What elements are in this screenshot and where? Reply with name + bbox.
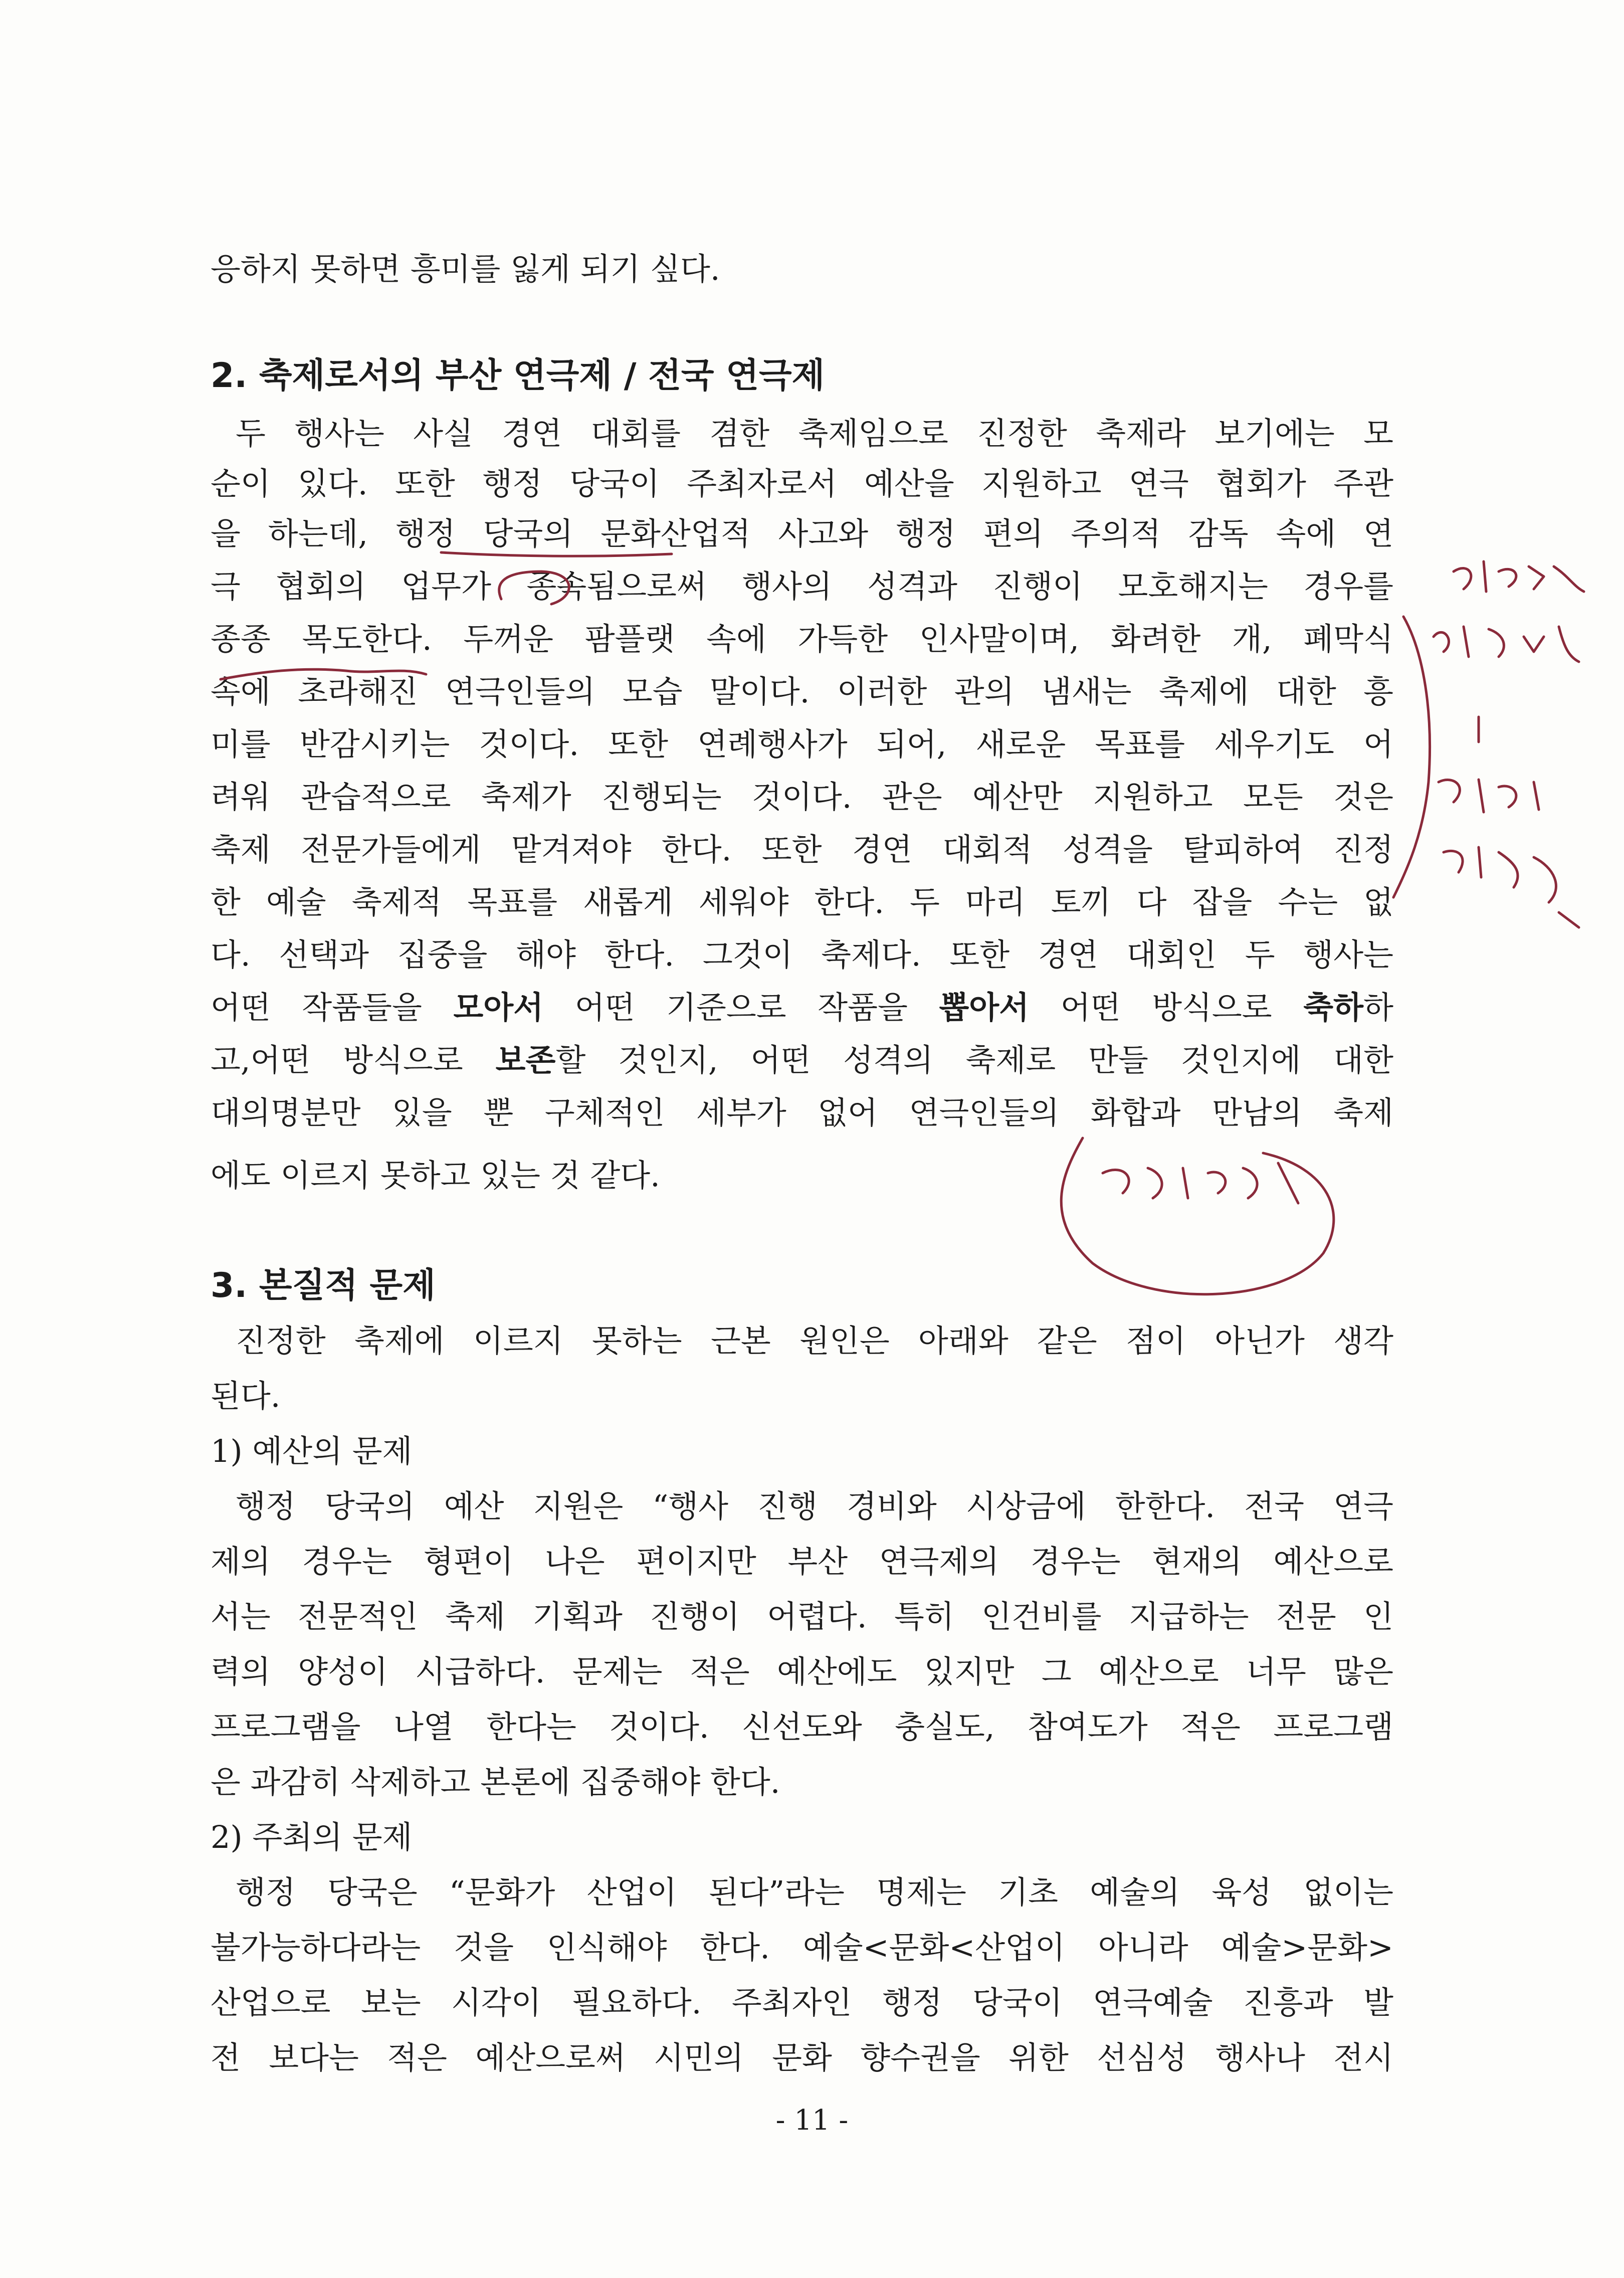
text-run: 고,어떤 방식으로 bbox=[211, 1042, 496, 1078]
bold-term-preserve: 보존 bbox=[495, 1042, 556, 1078]
section-2-line-12 bbox=[211, 983, 1393, 1033]
section-2-line-6: 속에 초라해진 연극인들의 모습 말이다. 이러한 관의 냄새는 축제에 대한 흥 bbox=[211, 673, 1393, 710]
margin-note-stroke bbox=[1439, 780, 1539, 812]
text-run: 어떤 방식으로 bbox=[1029, 989, 1304, 1026]
margin-note-stroke bbox=[1434, 627, 1579, 662]
bold-term-select: 뽑아서 bbox=[939, 989, 1030, 1026]
subsection-2-line-4: 전 보다는 적은 예산으로써 시민의 문화 향수권을 위한 선심성 행사나 전시 bbox=[211, 2039, 1393, 2076]
section-2-line-7: 미를 반감시키는 것이다. 또한 연례행사가 되어, 새로운 목표를 세우기도 어 bbox=[211, 726, 1393, 763]
page-number: - 11 - bbox=[775, 2104, 849, 2137]
section-2-line-4: 극 협회의 업무가 종속됨으로써 행사의 성격과 진행이 모호해지는 경우를 bbox=[211, 568, 1393, 605]
section-2-line-14: 대의명분만 있을 뿐 구체적인 세부가 없어 연극인들의 화합과 만남의 축제 bbox=[211, 1094, 1393, 1131]
section-3-intro-line-1: 진정한 축제에 이르지 못하는 근본 원인은 아래와 같은 점이 아닌가 생각 bbox=[236, 1322, 1393, 1359]
subsection-2-line-1: 행정 당국은 “문화가 산업이 된다”라는 명제는 기초 예술의 육성 없이는 bbox=[236, 1874, 1393, 1911]
subsection-1-line-4: 력의 양성이 시급하다. 문제는 적은 예산에도 있지만 그 예산으로 너무 많은 bbox=[211, 1653, 1393, 1690]
section-2-line-1: 두 행사는 사실 경연 대회를 겸한 축제임으로 진정한 축제라 보기에는 모 bbox=[236, 415, 1393, 452]
bold-term-celebrate: 축하 bbox=[1303, 989, 1364, 1026]
subsection-1-line-1: 행정 당국의 예산 지원은 “행사 진행 경비와 시상금에 한한다. 전국 연극 bbox=[236, 1488, 1393, 1525]
subsection-2-line-2: 불가능하다라는 것을 인식해야 한다. 예술<문화<산업이 아니라 예술>문화> bbox=[211, 1929, 1393, 1966]
section-3-heading: 3. 본질적 문제 bbox=[211, 1266, 436, 1305]
section-2-heading: 2. 축제로서의 부산 연극제 / 전국 연극제 bbox=[211, 356, 825, 396]
continued-line: 응하지 못하면 흥미를 잃게 되기 싶다. bbox=[211, 251, 720, 287]
text-run: 할 것인지, 어떤 성격의 축제로 만들 것인지에 대한 bbox=[555, 1042, 1393, 1078]
section-2-line-9: 축제 전문가들에게 맡겨져야 한다. 또한 경연 대회적 성격을 탈피하여 진정 bbox=[211, 831, 1393, 868]
section-2-line-2: 순이 있다. 또한 행정 당국이 주최자로서 예산을 지원하고 연극 협회가 주관 bbox=[211, 465, 1393, 502]
margin-note-stroke bbox=[1444, 847, 1579, 927]
text-run: 하 bbox=[1363, 989, 1393, 1026]
section-2-line-10: 한 예술 축제적 목표를 새롭게 세워야 한다. 두 마리 토끼 다 잡을 수는 없 bbox=[211, 884, 1393, 920]
subsection-1-line-5: 프로그램을 나열 한다는 것이다. 신선도와 충실도, 참여도가 적은 프로그램 bbox=[211, 1708, 1393, 1745]
subsection-1-line-3: 서는 전문적인 축제 기획과 진행이 어렵다. 특히 인건비를 지급하는 전문 인 bbox=[211, 1598, 1393, 1635]
subsection-1-line-6: 은 과감히 삭제하고 본론에 집중해야 한다. bbox=[211, 1764, 780, 1800]
section-2-line-3: 을 하는데, 행정 당국의 문화산업적 사고와 행정 편의 주의적 감독 속에 연 bbox=[211, 515, 1393, 552]
section-2-line-5: 종종 목도한다. 두꺼운 팜플랫 속에 가득한 인사말이며, 화려한 개, 폐막식 bbox=[211, 621, 1393, 657]
subsection-1-line-2: 제의 경우는 형편이 나은 편이지만 부산 연극제의 경우는 현재의 예산으로 bbox=[211, 1543, 1393, 1580]
margin-note-stroke bbox=[1454, 561, 1584, 592]
section-2-line-13 bbox=[211, 1035, 1393, 1085]
section-2-line-15: 에도 이르지 못하고 있는 것 같다. bbox=[211, 1157, 660, 1194]
bold-term-collect: 모아서 bbox=[453, 989, 544, 1026]
section-3-intro-line-2: 된다. bbox=[211, 1378, 281, 1414]
section-2-line-11: 다. 선택과 집중을 해야 한다. 그것이 축제다. 또한 경연 대회인 두 행사는 bbox=[211, 936, 1393, 973]
subsection-2-line-3: 산업으로 보는 시각이 필요하다. 주최자인 행정 당국이 연극예술 진흥과 발 bbox=[211, 1984, 1393, 2021]
text-run: 어떤 작품들을 bbox=[211, 989, 454, 1026]
text-run: 어떤 기준으로 작품을 bbox=[543, 989, 939, 1026]
subsection-2-heading: 2) 주최의 문제 bbox=[211, 1819, 413, 1855]
subsection-1-heading: 1) 예산의 문제 bbox=[211, 1433, 413, 1469]
section-2-line-8: 려워 관습적으로 축제가 진행되는 것이다. 관은 예산만 지원하고 모든 것은 bbox=[211, 779, 1393, 815]
margin-bracket bbox=[1393, 617, 1430, 897]
